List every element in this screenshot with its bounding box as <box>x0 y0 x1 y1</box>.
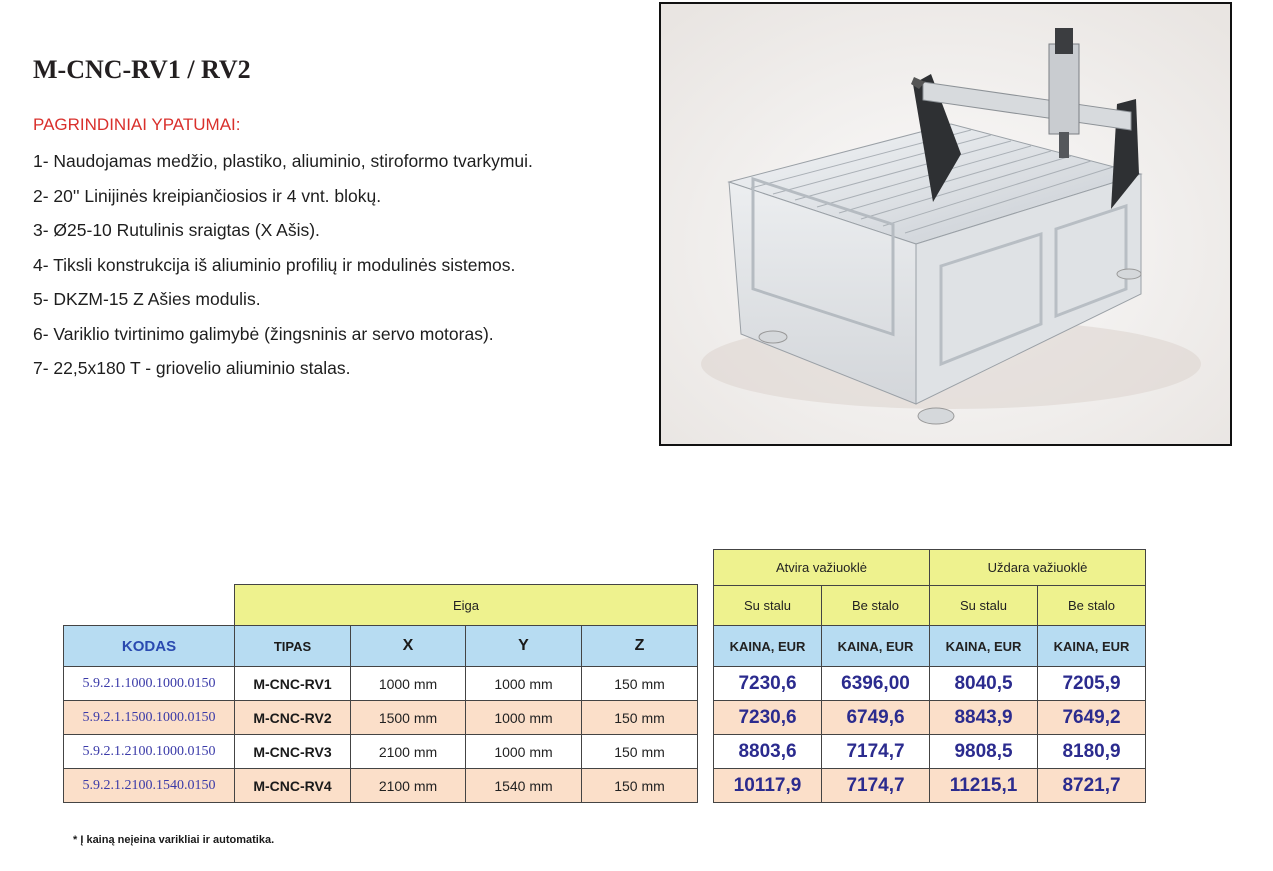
price-value: 7174,7 <box>822 769 930 803</box>
table-row <box>64 701 698 735</box>
y-header: Y <box>466 626 582 667</box>
y-travel: 1540 mm <box>466 769 582 803</box>
feature-item: 7- 22,5x180 T - griovelio aliuminio stalas. <box>33 358 351 378</box>
with-table-header: Su stalu <box>930 586 1038 626</box>
x-travel: 2100 mm <box>351 769 466 803</box>
x-travel: 1500 mm <box>351 701 466 735</box>
without-table-header: Be stalo <box>822 586 930 626</box>
page-title: M-CNC-RV1 / RV2 <box>33 55 251 84</box>
price-row <box>714 701 1146 735</box>
feature-item: 2- 20'' Linijinės kreipiančiosios ir 4 vnt. blokų. <box>33 185 382 206</box>
table-row <box>64 769 698 803</box>
price-header: KAINA, EUR <box>1038 626 1146 667</box>
open-chassis-header: Atvira važiuoklė <box>714 550 930 586</box>
price-header: KAINA, EUR <box>714 626 822 667</box>
table-row <box>64 735 698 769</box>
price-value: 8180,9 <box>1038 735 1146 769</box>
features-heading: PAGRINDINIAI YPATUMAI: <box>33 115 241 134</box>
price-value: 9808,5 <box>930 735 1038 769</box>
feature-item: 4- Tiksli konstrukcija iš aliuminio profilių ir modulinės sistemos. <box>33 254 516 275</box>
y-travel: 1000 mm <box>466 735 582 769</box>
price-value: 8721,7 <box>1038 769 1146 803</box>
feature-item: 5- DKZM-15 Z Ašies modulis. <box>33 289 261 309</box>
type-header: TIPAS <box>235 626 351 667</box>
features-list <box>33 150 533 392</box>
feature-item: 1- Naudojamas medžio, plastiko, aliuminio, stiroformo tvarkymui. <box>33 151 533 171</box>
z-header: Z <box>582 626 698 667</box>
y-travel: 1000 mm <box>466 667 582 701</box>
price-value: 7649,2 <box>1038 701 1146 735</box>
product-type: M-CNC-RV4 <box>235 769 351 803</box>
product-code: 5.9.2.1.2100.1000.0150 <box>64 735 235 769</box>
price-value: 10117,9 <box>714 769 822 803</box>
closed-chassis-header: Uždara važiuoklė <box>930 550 1146 586</box>
feature-item: 3- Ø25-10 Rutulinis sraigtas (X Ašis). <box>33 220 320 240</box>
price-value: 7205,9 <box>1038 667 1146 701</box>
product-type: M-CNC-RV1 <box>235 667 351 701</box>
footnote: * Į kainą neįeina varikliai ir automatika. <box>73 834 275 846</box>
product-photo <box>659 2 1232 446</box>
price-header: KAINA, EUR <box>930 626 1038 667</box>
price-value: 8040,5 <box>930 667 1038 701</box>
table-row <box>64 667 698 701</box>
y-travel: 1000 mm <box>466 701 582 735</box>
price-row <box>714 769 1146 803</box>
empty-cell <box>64 585 235 626</box>
product-type: M-CNC-RV3 <box>235 735 351 769</box>
z-travel: 150 mm <box>582 735 698 769</box>
product-code: 5.9.2.1.1500.1000.0150 <box>64 701 235 735</box>
price-row <box>714 667 1146 701</box>
product-type: M-CNC-RV2 <box>235 701 351 735</box>
feature-item: 6- Variklio tvirtinimo galimybė (žingsninis ar servo motoras). <box>33 323 494 344</box>
cnc-machine-illustration <box>661 4 1230 444</box>
code-header: KODAS <box>64 626 235 667</box>
without-table-header: Be stalo <box>1038 586 1146 626</box>
product-code: 5.9.2.1.2100.1540.0150 <box>64 769 235 803</box>
price-value: 11215,1 <box>930 769 1038 803</box>
x-travel: 2100 mm <box>351 735 466 769</box>
price-value: 7174,7 <box>822 735 930 769</box>
price-value: 8843,9 <box>930 701 1038 735</box>
price-row <box>714 735 1146 769</box>
price-value: 7230,6 <box>714 667 822 701</box>
price-value: 8803,6 <box>714 735 822 769</box>
z-travel: 150 mm <box>582 667 698 701</box>
travel-group-header: Eiga <box>235 585 698 626</box>
product-code: 5.9.2.1.1000.1000.0150 <box>64 667 235 701</box>
specs-table <box>63 584 698 803</box>
price-value: 6396,00 <box>822 667 930 701</box>
price-value: 7230,6 <box>714 701 822 735</box>
z-travel: 150 mm <box>582 769 698 803</box>
x-travel: 1000 mm <box>351 667 466 701</box>
price-table <box>713 549 1146 803</box>
price-value: 6749,6 <box>822 701 930 735</box>
x-header: X <box>351 626 466 667</box>
with-table-header: Su stalu <box>714 586 822 626</box>
z-travel: 150 mm <box>582 701 698 735</box>
price-header: KAINA, EUR <box>822 626 930 667</box>
